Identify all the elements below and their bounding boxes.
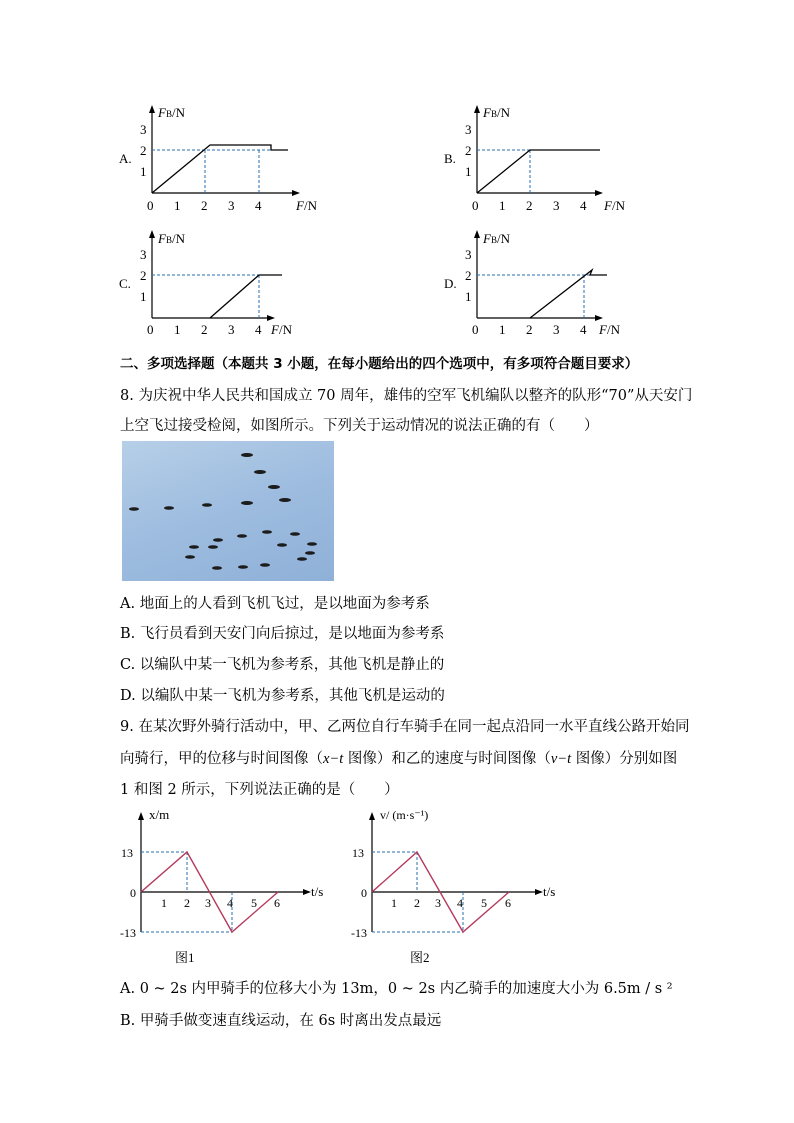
svg-text:3: 3 bbox=[465, 122, 472, 137]
graph-option-d bbox=[444, 230, 621, 337]
svg-text:0: 0 bbox=[130, 886, 136, 900]
svg-text:2: 2 bbox=[526, 322, 533, 337]
svg-text:2: 2 bbox=[526, 198, 533, 213]
q9-option-b: B. 甲骑手做变速直线运动，在 6s 时离出发点最远 bbox=[120, 1013, 442, 1029]
svg-text:1: 1 bbox=[174, 322, 181, 337]
svg-text:1: 1 bbox=[391, 896, 397, 910]
svg-text:2: 2 bbox=[465, 143, 472, 158]
svg-text:FB/N: FB/N bbox=[158, 105, 185, 120]
svg-text:4: 4 bbox=[255, 322, 262, 337]
q9-stem-line3: 1 和图 2 所示，下列说法正确的是（ ） bbox=[120, 782, 399, 798]
svg-text:5: 5 bbox=[251, 896, 257, 910]
svg-text:0: 0 bbox=[472, 198, 479, 213]
svg-text:3: 3 bbox=[553, 322, 560, 337]
q9-figures bbox=[0, 795, 794, 975]
airplane-formation-photo bbox=[122, 441, 334, 581]
svg-text:2: 2 bbox=[201, 322, 208, 337]
svg-text:13: 13 bbox=[121, 846, 133, 860]
svg-text:0: 0 bbox=[147, 198, 154, 213]
fig2-xlabel: t/s bbox=[543, 884, 556, 899]
svg-text:4: 4 bbox=[457, 896, 463, 910]
svg-text:F/N: F/N bbox=[604, 198, 625, 213]
q8-option-b: B. 飞行员看到天安门向后掠过，是以地面为参考系 bbox=[120, 626, 445, 642]
svg-text:3: 3 bbox=[553, 198, 560, 213]
svg-text:D.: D. bbox=[444, 276, 457, 291]
q8-option-d: D. 以编队中某一飞机为参考系，其他飞机是运动的 bbox=[120, 688, 445, 704]
fig1-ylabel: x/m bbox=[149, 807, 170, 822]
svg-text:4: 4 bbox=[580, 198, 587, 213]
svg-text:1: 1 bbox=[140, 164, 147, 179]
fig1-caption: 图1 bbox=[175, 950, 195, 965]
svg-text:F/N: F/N bbox=[599, 322, 620, 337]
figure-2-vt bbox=[351, 808, 555, 965]
svg-text:2: 2 bbox=[465, 268, 472, 283]
svg-text:B.: B. bbox=[444, 151, 456, 166]
svg-text:C.: C. bbox=[119, 276, 131, 291]
svg-text:2: 2 bbox=[184, 896, 190, 910]
graph-option-b bbox=[444, 105, 626, 213]
svg-text:6: 6 bbox=[274, 896, 280, 910]
svg-text:4: 4 bbox=[255, 198, 262, 213]
svg-text:3: 3 bbox=[205, 896, 211, 910]
fig1-xlabel: t/s bbox=[311, 884, 324, 899]
svg-text:F/N: F/N bbox=[271, 322, 292, 337]
figure-1-xt bbox=[120, 807, 323, 965]
svg-text:0: 0 bbox=[472, 322, 479, 337]
svg-text:0: 0 bbox=[361, 886, 367, 900]
q7-graphs bbox=[0, 0, 794, 345]
svg-text:1: 1 bbox=[465, 289, 472, 304]
svg-text:3: 3 bbox=[435, 896, 441, 910]
option-letter: A. bbox=[119, 151, 132, 166]
graph-option-c bbox=[119, 230, 293, 337]
svg-text:FB/N: FB/N bbox=[158, 231, 185, 246]
section-2-heading: 二、多项选择题（本题共 3 小题，在每小题给出的四个选项中，有多项符合题目要求） bbox=[120, 356, 639, 372]
svg-text:3: 3 bbox=[228, 198, 235, 213]
svg-text:FB/N: FB/N bbox=[483, 105, 510, 120]
q8-option-c: C. 以编队中某一飞机为参考系，其他飞机是静止的 bbox=[120, 657, 445, 673]
svg-text:2: 2 bbox=[140, 268, 147, 283]
svg-text:1: 1 bbox=[174, 198, 181, 213]
svg-text:1: 1 bbox=[465, 164, 472, 179]
svg-text:3: 3 bbox=[140, 122, 147, 137]
svg-text:5: 5 bbox=[481, 896, 487, 910]
svg-text:0: 0 bbox=[147, 322, 154, 337]
fig2-ylabel: v/ (m·s⁻¹) bbox=[380, 808, 429, 822]
svg-text:1: 1 bbox=[161, 896, 167, 910]
svg-text:3: 3 bbox=[140, 247, 147, 262]
svg-text:-13: -13 bbox=[120, 926, 136, 940]
svg-text:3: 3 bbox=[228, 322, 235, 337]
svg-text:2: 2 bbox=[201, 198, 208, 213]
airplane-formation-drawing bbox=[122, 441, 334, 581]
svg-text:1: 1 bbox=[499, 322, 506, 337]
svg-text:6: 6 bbox=[505, 896, 511, 910]
svg-text:1: 1 bbox=[140, 289, 147, 304]
q8-stem-line1: 8. 为庆祝中华人民共和国成立 70 周年，雄伟的空军飞机编队以整齐的队形“70”从天安门 bbox=[120, 388, 693, 404]
svg-text:2: 2 bbox=[414, 896, 420, 910]
q9-stem-line2: 向骑行，甲的位移与时间图像（x−t 图像）和乙的速度与时间图像（v−t 图像）分别如图 bbox=[120, 751, 678, 767]
svg-text:13: 13 bbox=[352, 846, 364, 860]
svg-text:FB/N: FB/N bbox=[483, 231, 510, 246]
q8-stem-line2: 上空飞过接受检阅，如图所示。下列关于运动情况的说法正确的有（ ） bbox=[120, 418, 599, 434]
svg-text:3: 3 bbox=[465, 247, 472, 262]
fig2-caption: 图2 bbox=[410, 950, 430, 965]
svg-text:F/N: F/N bbox=[296, 198, 317, 213]
svg-text:2: 2 bbox=[140, 143, 147, 158]
svg-text:4: 4 bbox=[580, 322, 587, 337]
svg-text:4: 4 bbox=[227, 896, 233, 910]
q8-option-a: A. 地面上的人看到飞机飞过，是以地面为参考系 bbox=[120, 596, 430, 612]
q9-stem-line1: 9. 在某次野外骑行活动中，甲、乙两位自行车骑手在同一起点沿同一水平直线公路开始同 bbox=[120, 719, 690, 735]
graph-option-a bbox=[119, 105, 318, 213]
svg-text:-13: -13 bbox=[351, 926, 367, 940]
q9-option-a: A. 0 ~ 2s 内甲骑手的位移大小为 13m，0 ~ 2s 内乙骑手的加速度大小为 6.5m / s ² bbox=[120, 981, 673, 997]
svg-text:1: 1 bbox=[499, 198, 506, 213]
